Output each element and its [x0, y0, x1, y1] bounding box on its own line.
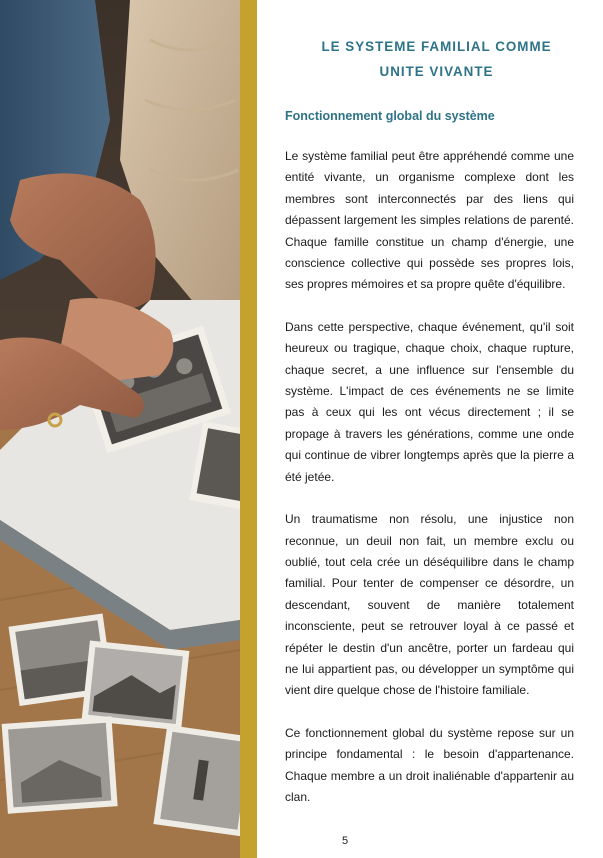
page-content [285, 0, 574, 808]
page-title [285, 34, 574, 84]
page-title-line-1: LE SYSTEME FAMILIAL COMME [321, 39, 552, 54]
body-paragraph-2: Dans cette perspective, chaque événement, qu'il soit heureux ou tragique, chaque choix, chaque rupture, chaque secret, a une influence sur l'ensemble du système. L'impact de ces événements ne se limite pas à ceux qui les ont vécus directement ; il se propage à travers les générations, comme une onde qui continue de vibrer longtemps après que la pierre a été jetée. [285, 319, 574, 484]
page-number: 5 [341, 835, 349, 847]
body-paragraph-4: Ce fonctionnement global du système repose sur un principe fondamental : le besoin d'appartenance. Chaque membre a un droit inaliénable d'appartenir au clan. [285, 725, 574, 804]
family-photo-illustration [0, 0, 240, 858]
section-heading: Fonctionnement global du système [285, 109, 495, 123]
body-paragraph-1: Le système familial peut être appréhendé comme une entité vivante, un organisme complexe dont les membres sont interconnectés par des liens qui dépassent largement les simples relations de parenté. Chaque famille constitue un champ d'énergie, une conscience collective qui possède ses propres lois, ses propres mémoires et sa propre quête d'équilibre. [285, 149, 574, 292]
body-paragraph-3: Un traumatisme non résolu, une injustice non reconnue, un deuil non fait, un membre exclu ou oublié, tout cela crée un déséquilibre dans le champ familial. Pour tenter de compenser ce désordre, un descendant, souvent de manière totalement inconsciente, peut se retrouver loyal à ce passé et répéter le destin d'un ancêtre, porter un fardeau qui ne lui appartient pas, ou développer un symptôme qui vient dire quelque chose de l'histoire familiale. [285, 512, 574, 698]
page-title-line-2: UNITE VIVANTE [379, 64, 494, 79]
gold-accent-bar [240, 0, 257, 858]
